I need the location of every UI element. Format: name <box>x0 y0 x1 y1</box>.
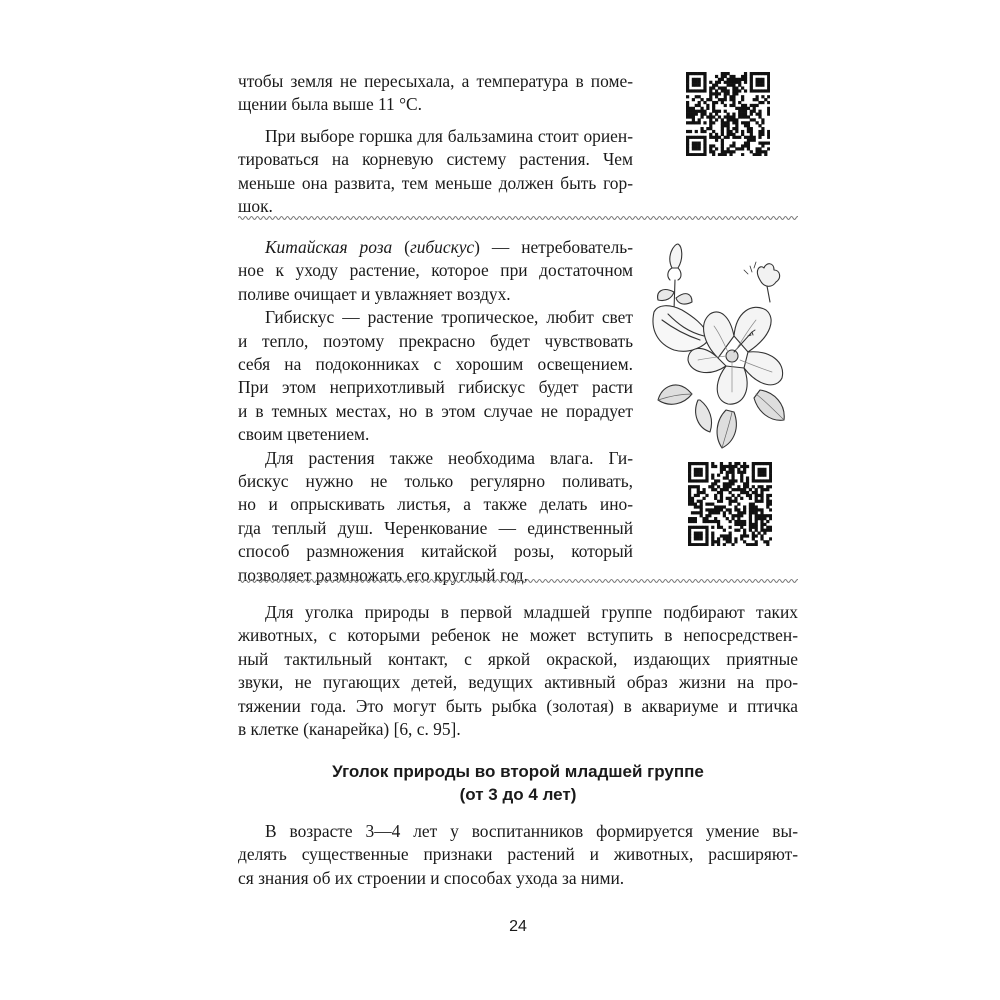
text-line: поливе очищает и увлажняет воздух. <box>238 283 511 304</box>
text-line: шок. <box>238 196 273 217</box>
text-line: В возрасте 3—4 лет у воспитанников формируется умение вы- <box>265 821 798 841</box>
text-line: своим цветением. <box>238 424 370 445</box>
text-line: ное к уходу растение, которое при достаточном <box>238 260 633 281</box>
text-line: Китайская роза (гибискус) — нетребователь- <box>265 237 633 257</box>
text-line: животных, с которыми ребенок не может вступить в непосредствен- <box>238 625 798 646</box>
text-line: Гибискус — растение тропическое, любит свет <box>265 307 633 328</box>
hibiscus-illustration <box>648 240 792 452</box>
text-line: бискус нужно не только регулярно поливать, <box>238 471 633 492</box>
text-line: тяжении года. Это могут быть рыбка (золотая) в аквариуме и птичка <box>238 695 798 716</box>
text-line: в клетке (канарейка) [6, с. 95]. <box>238 719 461 740</box>
text-line: но и опрыскивать листья, а также делать ино- <box>238 494 633 515</box>
text-line: способ размножения китайской розы, который <box>238 541 633 562</box>
text-line: меньше она развита, тем меньше должен быть гор- <box>238 172 633 193</box>
text-line: ся знания об их строении и способах ухода за ними. <box>238 867 625 888</box>
text-line: щении была выше 11 °С. <box>238 94 423 115</box>
text-line: гда теплый душ. Черенкование — единственный <box>238 517 633 538</box>
text-line: Для растения также необходима влага. Ги- <box>265 447 633 468</box>
italic-term: Китайская роза <box>265 237 393 257</box>
page-number: 24 <box>509 918 527 935</box>
text-line: чтобы земля не пересыхала, а температура в поме- <box>238 71 633 91</box>
text-line: ный тактильный контакт, с яркой окраской, издающих приятные <box>238 648 798 669</box>
qr-code-icon[interactable] <box>688 462 772 546</box>
text-line: и тепло, поэтому прекрасно будет чувствовать <box>238 330 633 351</box>
text-line: При этом неприхотливый гибискус будет расти <box>238 377 633 398</box>
wavy-divider <box>238 214 798 222</box>
text-line: При выборе горшка для бальзамина стоит ориен- <box>265 125 633 146</box>
text-line: делять существенные признаки растений и животных, расширяют- <box>238 844 798 865</box>
qr-code-icon[interactable] <box>686 72 770 156</box>
text-line: позволяет размножать его круглый год. <box>238 564 528 585</box>
heading-line: Уголок природы во второй младшей группе <box>332 762 704 781</box>
section-paragraph <box>238 820 798 890</box>
heading-line: (от 3 до 4 лет) <box>459 785 577 804</box>
wavy-divider <box>238 577 798 585</box>
text-line: себя на подоконниках с хорошим освещением. <box>238 354 633 375</box>
animals-paragraph <box>238 601 798 741</box>
text-line: звуки, не пугающих детей, ведущих активный образ жизни на про- <box>238 672 798 693</box>
section-heading <box>238 760 798 806</box>
text-line: Для уголка природы в первой младшей группе подбирают таких <box>265 602 798 622</box>
text-line: и в темных местах, но в этом случае не порадует <box>238 400 633 421</box>
text-line: тироваться на корневую систему растения. Чем <box>238 149 633 170</box>
italic-term: гибискус <box>409 237 475 257</box>
